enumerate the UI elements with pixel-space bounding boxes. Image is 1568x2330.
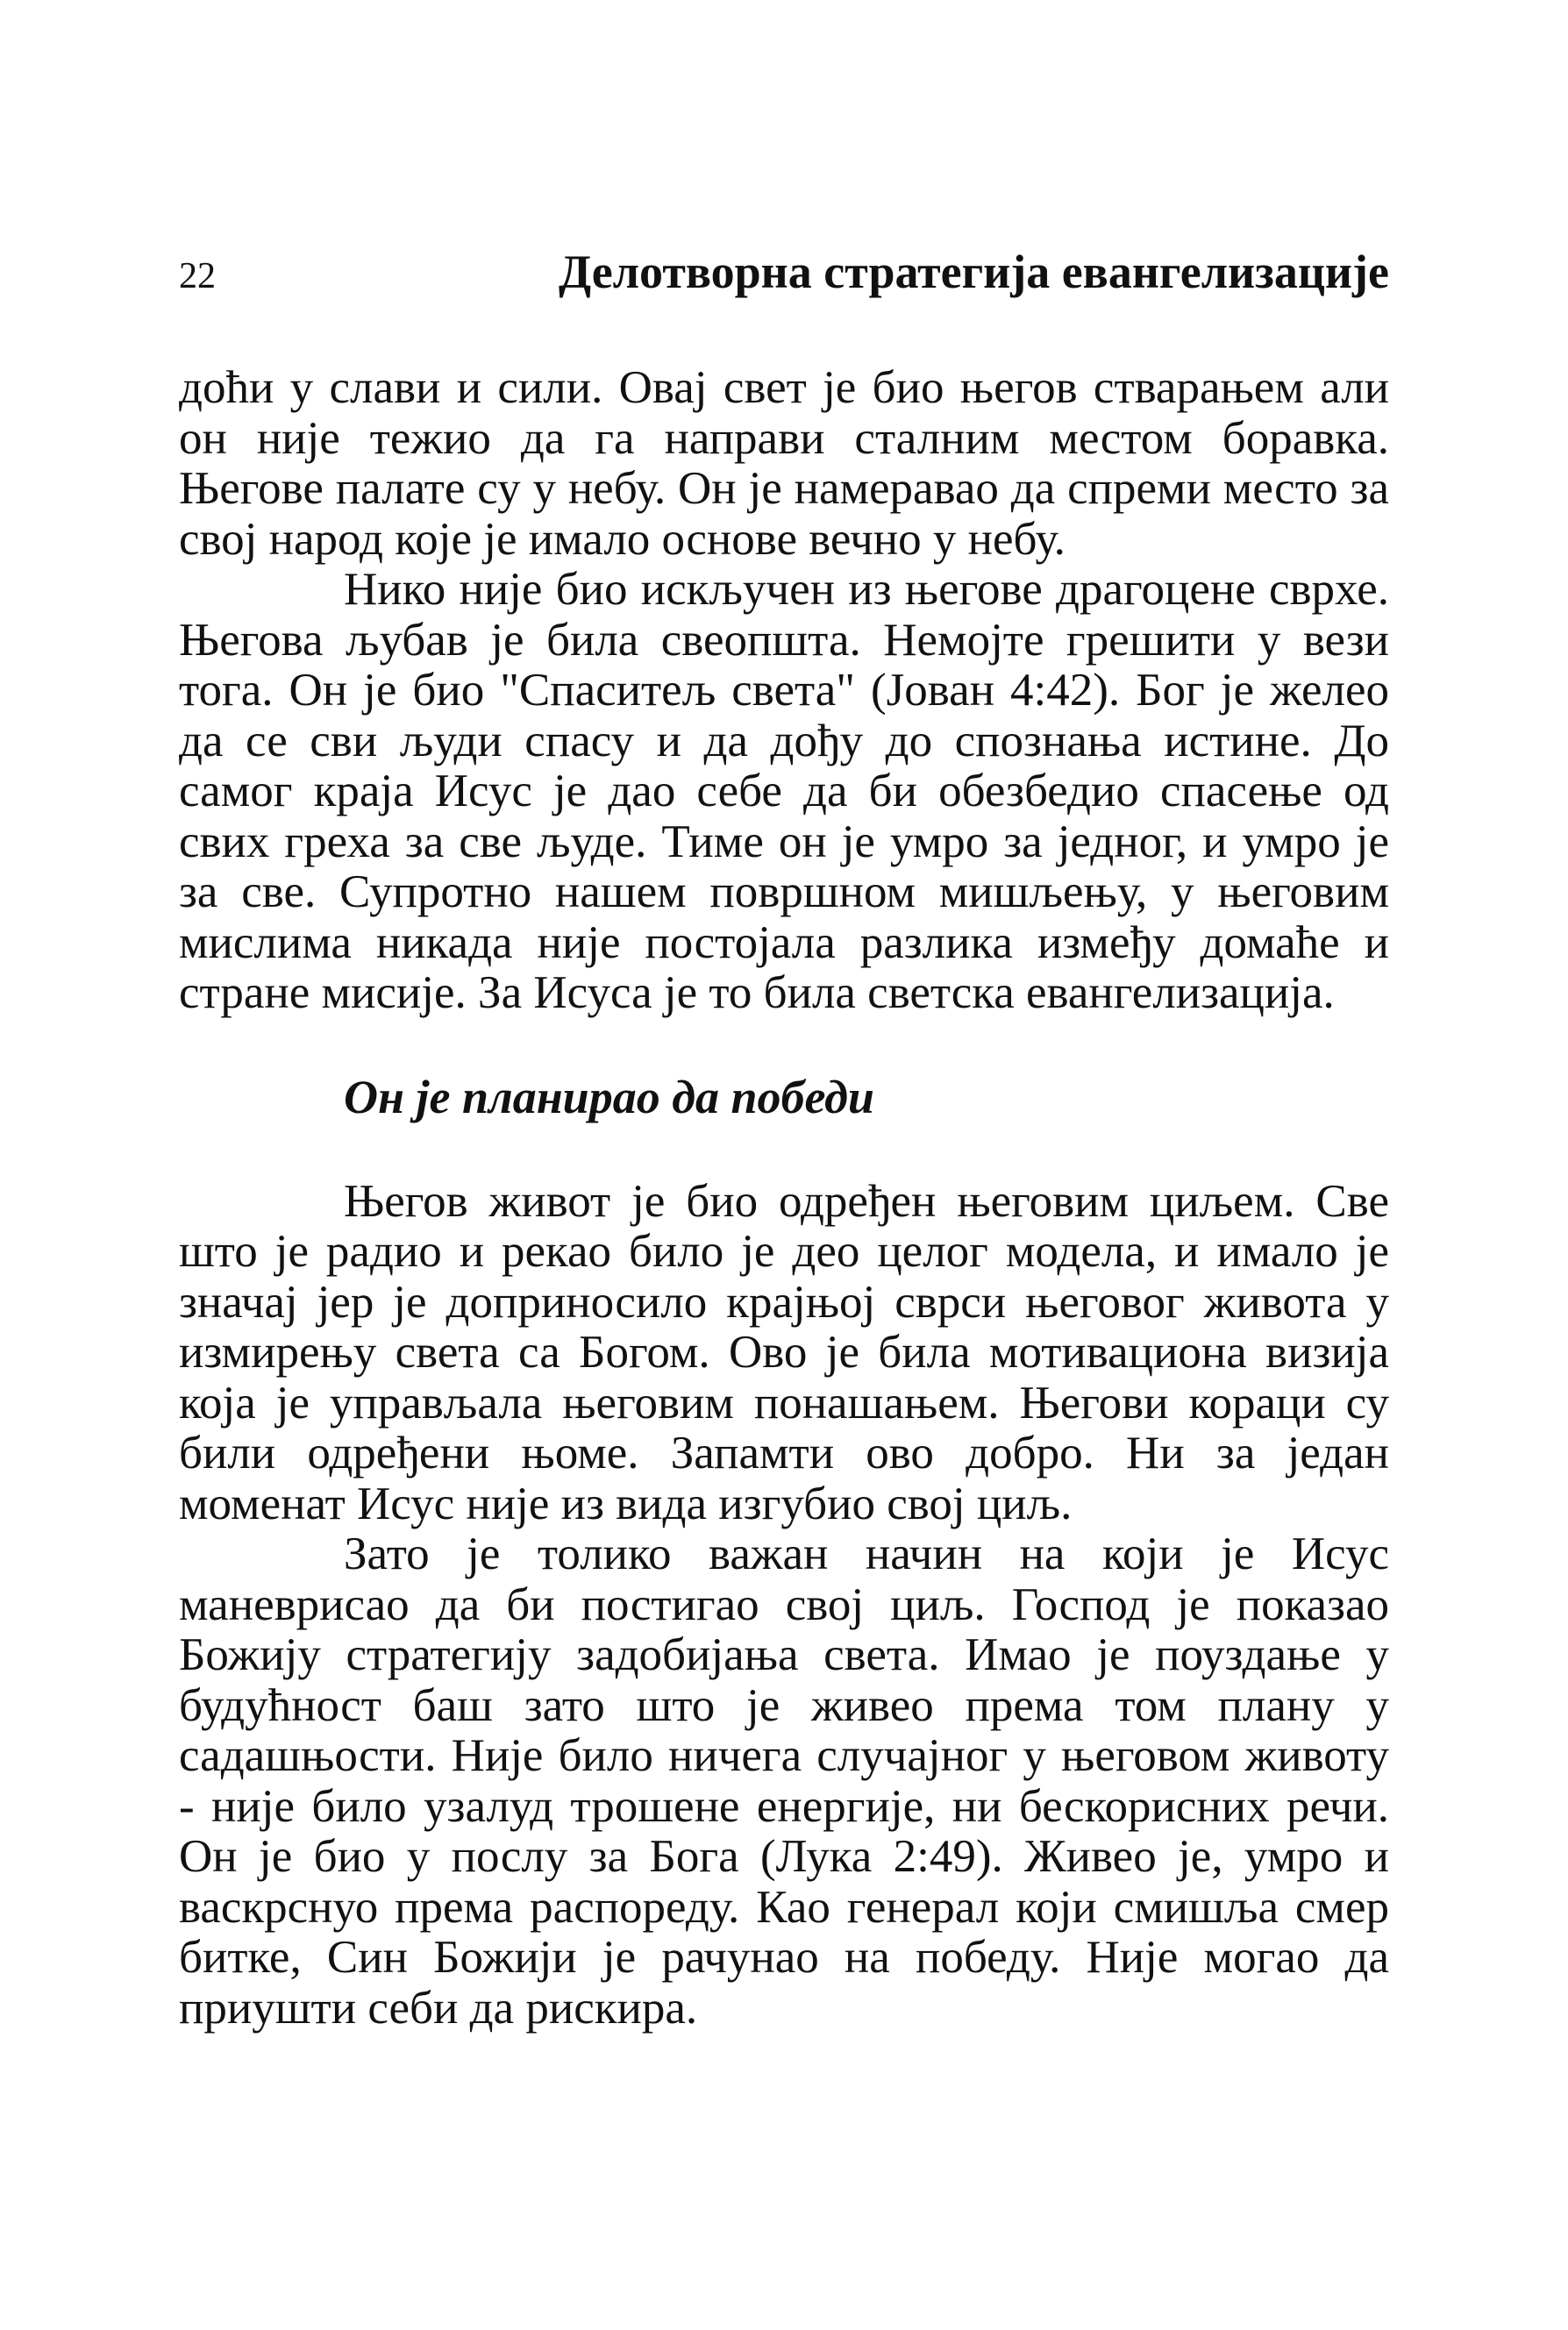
page-number: 22 <box>179 256 216 296</box>
paragraph-1: доћи у слави и сили. Овај свет је био његов стварањем али он није тежио да га направи сталним местом боравка. Његове палате су у небу. Он је намеравао да спреми место за свој народ које је имало основе вечно у небу. <box>179 362 1389 565</box>
paragraph-3: Његов живот је био одређен његовим циљем. Све што је радио и рекао било је део целог модела, и имало је значај јер је доприносило крајњој сврси његовог живота у измирењу света са Богом. Ово је била мотивациона визија која је управљала његовим понашањем. Његови кораци су били одређени њоме. Запамти ово добро. Ни за један моменат Исус није из вида изгубио свој циљ. <box>179 1175 1389 1529</box>
running-title: Делотворна стратегија евангелизације <box>558 246 1389 298</box>
body-text <box>179 363 1389 2034</box>
paragraph-4: Зато је толико важан начин на који је Исус маневрисао да би постигао свој циљ. Господ је показао Божију стратегију задобијања света. Имао је поуздање у будућност баш зато што је живео према том плану у садашњости. Није било ничега случајног у његовом животу - није било узалуд трошене енергије, ни бескорисних речи. Он је био у послу за Бога (Лука 2:49). Живео је, умро и васкрснуо према распореду. Као генерал који смишља смер битке, Син Божији је рачунао на победу. Није могао да приушти себи да рискира. <box>179 1528 1389 2034</box>
section-heading: Он је планирао да победи <box>344 1070 874 1123</box>
page-header <box>179 246 1389 307</box>
paragraph-2: Нико није био искључен из његове драгоцене сврхе. Његова љубав је била свеопшта. Немојте грешити у вези тога. Он је био "Спаситељ света" (Јован 4:42). Бог је желео да се сви људи спасу и да дођу до спознања истине. До самог краја Исус је дао себе да би обезбедио спасење од свих греха за све људе. Тиме он је умро за једног, и умро је за све. Супротно нашем површном мишљењу, у његовим мислима никада није постојала разлика између домаће и стране мисије. За Исуса је то била светска евангелизација. <box>179 564 1389 1018</box>
